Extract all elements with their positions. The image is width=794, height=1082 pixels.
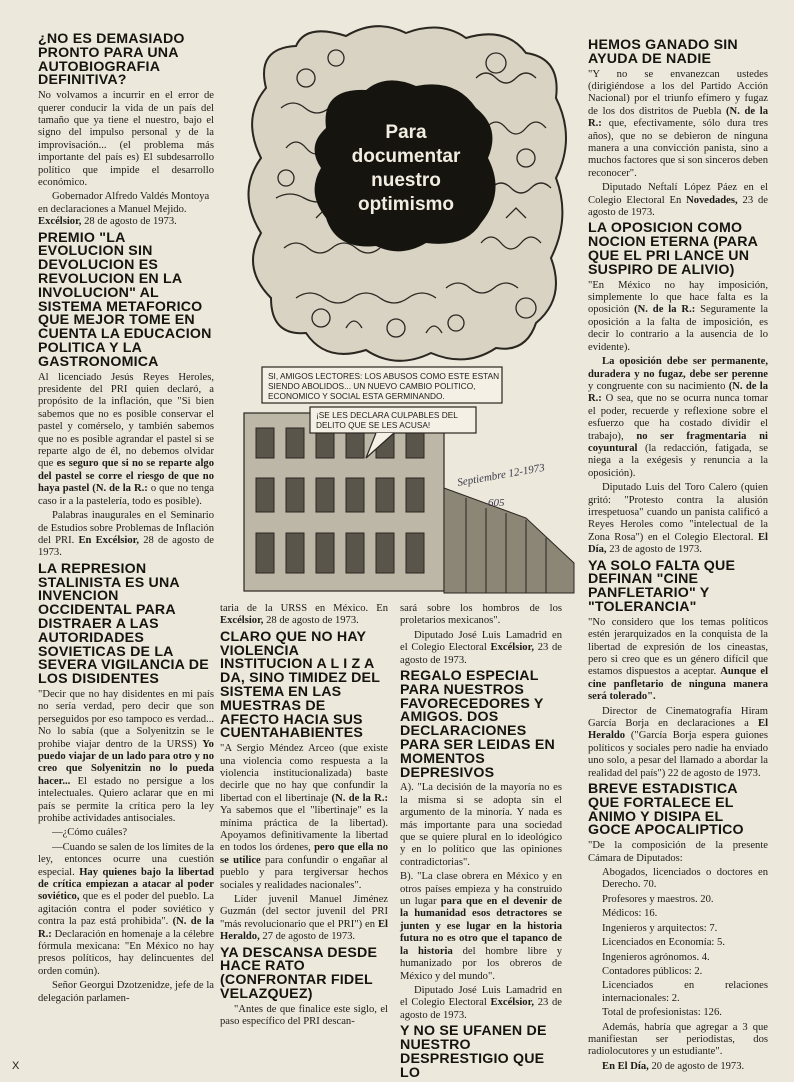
illustration-title-line-1: Para — [385, 122, 427, 143]
paragraph: "Y no se envanezcan ustedes (dirigiéndose a los del Partido Acción Nacional) por el triunfo efímero y fugaz de los dos distritos de Puebla (N. de la R.: que, efectivamente, sólo dura tres años), que no se debieron de ninguna manera a una convicción panista, sino a muchos factores que si son sinceros deben reconocer". — [588, 68, 769, 179]
statistics-list — [588, 867, 768, 1019]
paragraph: —¿Cómo cuáles? — [52, 827, 128, 839]
list-item: Abogados, licenciados o doctores en Derecho. 70. — [602, 867, 768, 891]
headline-regalo-especial: REGALO ESPECIAL PARA NUESTROS FAVORECEDORES Y AMIGOS. DOS DECLARACIONES PARA SER LEIDAS EN MOMENTOS DEPRESIVOS — [400, 668, 555, 781]
paragraph: "De la composición de la presente Cámara de Diputados: — [588, 840, 768, 864]
column-1 — [38, 30, 214, 1007]
caption-top-line-3: ECONOMICO Y SOCIAL ESTA GERMINANDO. — [268, 391, 445, 401]
list-item: Licenciados en relaciones internacionales: 2. — [602, 980, 768, 1004]
list-item: Profesores y maestros. 20. — [602, 893, 714, 905]
paragraph: "Antes de que finalice este siglo, el paso específico del PRI descan- — [220, 1003, 388, 1028]
paragraph: "No considero que los temas políticos estén jerarquizados en la conquista de la libertad de expresión de los cineastas, pero si creo que es un género difícil que estamos dispuestos a aceptar. Aunque el cine panfletario de ninguna manera será tolerado". — [588, 616, 769, 703]
headline-no-se-ufanen: Y NO SE UFANEN DE NUESTRO DESPRESTIGIO QUE LO — [400, 1023, 547, 1081]
list-item: Licenciados en Economía: 5. — [602, 937, 725, 949]
headline-ya-descansa: YA DESCANSA DESDE HACE RATO (CONFRONTAR FIDEL VELAZQUEZ) — [220, 944, 378, 1003]
caption-bottom-line-2: DELITO QUE SE LES ACUSA! — [316, 420, 431, 430]
headline-premio: PREMIO "LA EVOLUCION SIN DEVOLUCION ES REVOLUCION EN LA INVOLUCION" AL SISTEMA METAFORICO QUE MEJOR TOME EN CUENTA LA EDUCACION POLITICA Y LA GASTRONOMICA — [38, 229, 212, 370]
handwritten-number: 605 — [488, 497, 505, 509]
column-2 — [220, 603, 388, 1031]
page-marker: X — [12, 1060, 20, 1072]
illustration-title-line-3: nuestro — [371, 170, 441, 191]
paragraph: "En México no hay imposición, simplemente lo que hace falta es la oposición (N. de la R.: Seguramente la oposición a la falta de imposición, es decir lo contrario a la ausencia de lo evidente). — [588, 279, 768, 353]
paragraph: Además, habría que agregar a 3 que manifiestan ser periodistas, dos radiolocutores y un estudiante". — [588, 1021, 768, 1058]
illustration-title-line-4: optimismo — [357, 194, 455, 215]
headline-breve-estadistica: BREVE ESTADISTICA QUE FORTALECE EL ANIMO Y DISIPA EL GOCE APOCALIPTICO — [588, 781, 744, 839]
caption-bottom-line-1: ¡SE LES DECLARA CULPABLES DEL — [316, 410, 458, 420]
paragraph: "A Sergio Méndez Arceo (que existe una violencia como respuesta a la violencia institucionalizada) baste decirle que no hay que confundir la libertad con el libertinaje (N. de la R.: Ya sabemos que el "libertinaje" es la mínima práctica de la libertad). Apoyamos definitivamente la libertad en todos los órdenes, pero que ella no se utilice para confundir o engañar al pueblo y para tergiversar hechos sociales y realidades nacionales". — [220, 743, 389, 891]
paragraph: Al licenciado Jesús Reyes Heroles, presidente del PRI quien declaró, a propósito de la inflación, que "Si bien sabemos que no es posible conservar el pastel y comérselo, y también sabemos que no es posible agrandar el pastel si se reparte algo de él, no debemos olvidar que es seguro que si no se reparte algo del pastel se corre el riesgo de que no haya pastel (N. de la R.: o que no tenga caso ir a la pastelería, todo es posible). — [38, 371, 214, 507]
column-4 — [588, 36, 768, 1075]
source-line: Gobernador Alfredo Valdés Montoya en declaraciones a Manuel Mejido. Excélsior, 28 de agosto de 1973. — [38, 191, 210, 228]
list-item: Total de profesionistas: 126. — [602, 1007, 722, 1019]
handwritten-date: Septiembre 12-1973 — [456, 461, 546, 489]
headline-hemos-ganado: HEMOS GANADO SIN AYUDA DE NADIE — [588, 37, 738, 67]
paragraph: —Cuando se salen de los límites de la ley, entonces ocurre una cuestión especial. Hay quienes bajo la libertad de crítica empiezan a atacar al poder soviético, que es el poder del pueblo. La agitación contra el poder soviético y contra la paz está prohibida". (N. de la R.: Declaración en homenaje a la célebre fórmula mexicana: "En México no hay presos políticos, hay delincuentes del orden común). — [38, 841, 215, 977]
cartoon-illustration — [226, 18, 584, 598]
column-3 — [400, 603, 562, 1082]
source-line: Director de Cinematografía Hiram García Borja en declaraciones a El Heraldo ("García Borja espera guiones políticos y sociales pero nadie ha enviado uno solo, a pesar del llamado a abordar la realidad del país") 22 de agosto de 1973. — [588, 705, 769, 779]
paragraph: A). "La decisión de la mayoría no es la misma si se adopta sin el argumento de la minoría. Y nada es más importante para una sociedad que se quiere plural en lo ideológico y en lo político que las opiniones contradictorias". — [400, 782, 562, 868]
caption-top-line-1: SI, AMIGOS LECTORES: LOS ABUSOS COMO ESTE ESTAN — [268, 371, 500, 381]
headline-represion: LA REPRESION STALINISTA ES UNA INVENCION OCCIDENTAL PARA DISTRAER A LAS AUTORIDADES SOVIETICAS DE LA SEVERA VIGILANCIA DE LOS DISIDENTES — [38, 560, 209, 688]
headline-autobiografia: ¿NO ES DEMASIADO PRONTO PARA UNA AUTOBIOGRAFIA DEFINITIVA? — [38, 31, 185, 89]
source-line: En El Día, 20 de agosto de 1973. — [602, 1060, 745, 1072]
headline-claro-que-no: CLARO QUE NO HAY VIOLENCIA INSTITUCION A L I Z A DA, SINO TIMIDEZ DEL SISTEMA EN LAS MUESTRAS DE AFECTO HACIA SUS CUENTAHABIENTES — [220, 628, 380, 742]
cartoon-drawing — [226, 18, 584, 598]
source-line: Diputado Neftalí López Páez en el Colegio Electoral En Novedades, 23 de agosto de 1973. — [588, 182, 768, 219]
caption-top-line-2: SIENDO ABOLIDOS... UN NUEVO CAMBIO POLITICO, — [268, 381, 476, 391]
illustration-title-line-2: documentar — [351, 146, 461, 167]
source-line: Líder juvenil Manuel Jiménez Guzmán (del sector juvenil del PRI "más revolucionario que el PRI") en El Heraldo, 27 de agosto de 1973. — [220, 894, 388, 943]
paragraph: "Decir que no hay disidentes en mi país no sería verdad, pero decir que son perseguidos por eso tampoco es verdad... No lo sabía (que a Solyenitzin se le prohibe viajar dentro de la URSS) Yo puedo viajar de un lado para otro y no creo que Solyenitzin no lo pueda hacer... El estado no persigue a los intelectuales. Quiero aclarar que en mi país se permite la crítica pero la ley prohibe actividades antisociales. — [38, 688, 214, 824]
paragraph: La oposición debe ser permanente, duradera y no fugaz, debe ser perenne y congruente con su nacimiento (N. de la R.: O sea, que no se ocurra nunca tomar el poder, recuerde y reflexione sobre el esfuerzo que ha costado dividir el trabajo), no ser fragmentaria ni coyuntural (la redacción, fatigada, se niega a la exégesis y renuncia a la oposición). — [588, 356, 768, 479]
list-item: Médicos: 16. — [602, 908, 658, 920]
headline-cine-panfletario: YA SOLO FALTA QUE DEFINAN "CINE PANFLETARIO" Y "TOLERANCIA" — [588, 557, 736, 615]
source-line: Diputado José Luis Lamadrid en el Colegio Electoral Excélsior, 23 de agosto de 1973. — [400, 984, 562, 1021]
paragraph: sará sobre los hombros de los proletarios mexicanos". — [400, 603, 562, 627]
paragraph: taria de la URSS en México. En Excélsior, 28 de agosto de 1973. — [220, 603, 388, 627]
paragraph: Señor Georgui Dzotzenidze, jefe de la delegación parlamen- — [38, 980, 214, 1004]
source-line: Palabras inaugurales en el Seminario de Estudios sobre Problemas de Inflación del PRI. En Excélsior, 28 de agosto de 1973. — [38, 510, 215, 559]
list-item: Contadores públicos: 2. — [602, 965, 703, 977]
source-line: Diputado Luis del Toro Calero (quien gritó: "Protesto contra la alusión irrespetuosa" cuando un panista calificó a Reyes Heroles como "intelectual de la Zona Rosa") en el Colegio Electoral. El Día, 23 de agosto de 1973. — [588, 482, 768, 556]
paragraph: B). "La clase obrera en México y en otros países empieza y ha construido un lugar para que en el devenir de la humanidad esos detractores se junten y ese lugar en la historia futura no es otro que el tapanco de la historia del hombre libre y humanizado por los obreros de México y del mundo". — [400, 871, 562, 982]
paragraph: No volvamos a incurrir en el error de querer conducir la vida de un país del tamaño que ya tiene el nuestro, bajo el signo del impulso personal y de la improvisación... (el problema más importante del país es) El subdesarrollo político que impide el desarrollo económico. — [38, 90, 214, 189]
source-line: Diputado José Luis Lamadrid en el Colegio Electoral Excélsior, 23 de agosto de 1973. — [400, 629, 562, 666]
list-item: Ingenieros agrónomos. 4. — [602, 951, 710, 963]
list-item: Ingenieros y arquitectos: 7. — [602, 922, 718, 934]
headline-oposicion: LA OPOSICION COMO NOCION ETERNA (PARA QUE EL PRI LANCE UN SUSPIRO DE ALIVIO) — [588, 220, 758, 278]
